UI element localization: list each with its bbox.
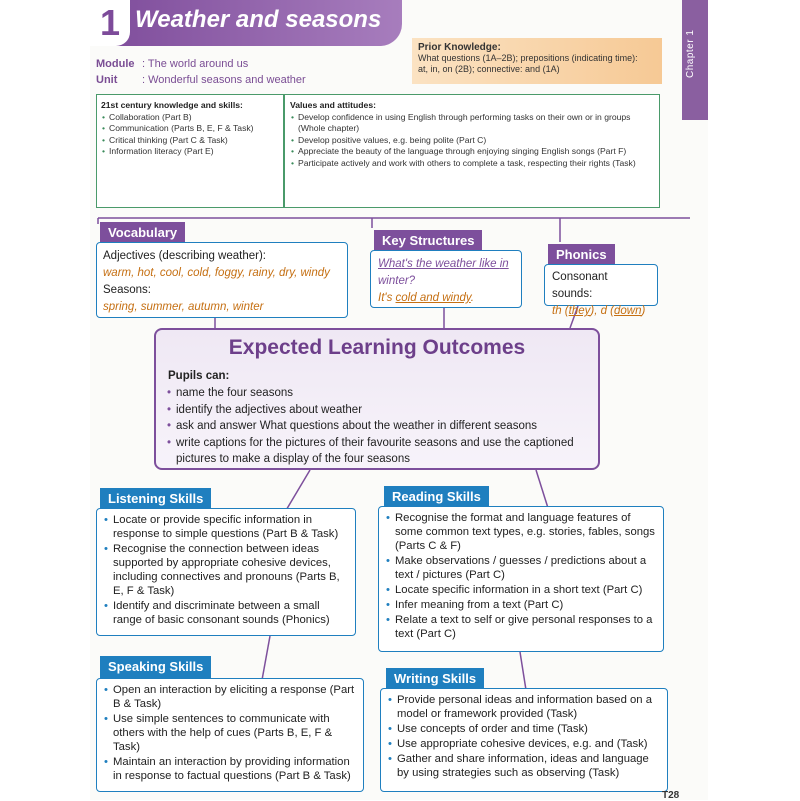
connector-line [262,636,270,680]
module-value: The world around us [147,58,249,70]
module-sep: : [142,58,146,70]
writing-skill-item: • Gather and share information, ideas and language by using strategies such as observing (Task) [397,752,661,780]
reading-skill-item: • Relate a text to self or give personal responses to a text (Part C) [395,613,657,641]
key-structure-q-b: in [499,258,509,270]
key-structure-a-b: cold and windy [395,292,471,304]
knowledge-skill-item: • Communication (Parts B, E, F & Task) [109,123,281,135]
connector-line [285,470,310,512]
listening-skills-tag: Listening Skills [100,488,211,510]
vocabulary-tag: Vocabulary [100,222,185,244]
value-item: • Participate actively and work with others to complete a task, respecting their rights (Task) [298,158,652,170]
value-item: • Develop confidence in using English through performing tasks on their own or in groups (Whole chapter) [298,112,652,135]
connector-line [520,652,526,690]
reading-skill-item: • Locate specific information in a short text (Part C) [395,583,657,597]
knowledge-skill-item: • Critical thinking (Part C & Task) [109,135,281,147]
vocab-adjectives-label: Adjectives (describing weather): [103,250,266,262]
vocab-seasons-label: Seasons: [103,284,151,296]
writing-skill-item: • Use appropriate cohesive devices, e.g. and (Task) [397,737,661,751]
listening-skill-item: • Recognise the connection between ideas supported by appropriate cohesive devices, including connectives and pronouns (Parts B, E, F & Task) [113,542,349,598]
speaking-skills-box [96,678,364,792]
unit-value: Wonderful seasons and weather [148,74,306,86]
values-attitudes-heading: Values and attitudes: [290,100,376,110]
speaking-skill-item: • Use simple sentences to communicate with others with the help of cues (Parts B, E, F & Task) [113,712,357,754]
speaking-skill-item: • Open an interaction by eliciting a response (Part B & Task) [113,683,357,711]
key-structure-a-c: . [470,292,474,304]
outcome-item: • write captions for the pictures of their favourite seasons and use the captioned pictures to make a display of the four seasons [176,435,596,468]
phonics-s4: down [614,305,642,317]
phonics-s1: th ( [552,305,569,317]
outcome-item: • name the four seasons [176,385,596,402]
knowledge-skill-item: • Collaboration (Part B) [109,112,281,124]
writing-skills-tag: Writing Skills [386,668,484,690]
key-structure-a-a: It's [378,292,396,304]
speaking-skill-item: • Maintain an interaction by providing information in response to factual questions (Part B & Task) [113,755,357,783]
module-label: Module [96,58,135,70]
key-structures-box [370,250,522,308]
reading-skill-item: • Make observations / guesses / predictions about a text / pictures (Part C) [395,554,657,582]
key-structure-question [378,256,514,290]
key-structures-tag: Key Structures [374,230,482,252]
phonics-s3: ), d ( [590,305,615,317]
reading-skill-item: • Recognise the format and language features of some common text types, e.g. stories, fables, songs (Parts C & F) [395,511,657,553]
vocab-adjectives-words: warm, hot, cool, cold, foggy, rainy, dry, windy [103,267,330,279]
phonics-s2: they [568,305,591,317]
outcome-item: • identify the adjectives about weather [176,402,596,419]
phonics-sounds [552,303,650,320]
pupils-can-label: Pupils can: [168,370,230,382]
knowledge-skills-heading: 21st century knowledge and skills: [101,100,243,110]
unit-sep: : [142,74,146,86]
phonics-box [544,264,658,317]
learning-outcomes-title: Expected Learning Outcomes [228,336,526,359]
knowledge-skill-item: • Information literacy (Part E) [109,146,281,158]
page-number: T28 [662,790,680,801]
phonics-tag: Phonics [548,244,615,266]
key-structure-answer [378,290,514,307]
learning-outcomes-box [154,328,600,470]
phonics-s5: ) [641,305,646,317]
chapter-number: 1 [90,0,130,46]
outcome-item: • ask and answer What questions about the weather in different seasons [176,418,596,435]
vocabulary-box [96,242,348,318]
listening-skill-item: • Identify and discriminate between a small range of basic consonant sounds (Phonics) [113,599,349,627]
reading-skills-box [378,506,664,652]
prior-knowledge-line1: What questions (1A–2B); prepositions (indicating time): [418,53,638,63]
connector-line [536,470,548,508]
chapter-title: Weather and seasons [135,6,382,33]
listening-skills-box [96,508,356,636]
reading-skill-item: • Infer meaning from a text (Part C) [395,598,657,612]
unit-label: Unit [96,74,118,86]
prior-knowledge-line2: at, in, on (2B); connective: and (1A) [418,64,560,74]
key-structure-q-c: winter? [378,275,416,287]
reading-skills-tag: Reading Skills [384,486,489,508]
writing-skills-box [380,688,668,792]
key-structure-q-a: What's the weather like [378,258,500,270]
writing-skill-item: • Provide personal ideas and information based on a model or framework provided (Task) [397,693,661,721]
listening-skill-item: • Locate or provide specific information in response to simple questions (Part B & Task) [113,513,349,541]
value-item: • Develop positive values, e.g. being polite (Part C) [298,135,652,147]
value-item: • Appreciate the beauty of the language through enjoying singing English songs (Part F) [298,146,652,158]
vocab-seasons-words: spring, summer, autumn, winter [103,301,264,313]
side-tab-label: Chapter 1 [685,29,696,78]
phonics-label: Consonant sounds: [552,271,608,300]
speaking-skills-tag: Speaking Skills [100,656,211,678]
prior-knowledge-heading: Prior Knowledge: [418,42,501,53]
writing-skill-item: • Use concepts of order and time (Task) [397,722,661,736]
